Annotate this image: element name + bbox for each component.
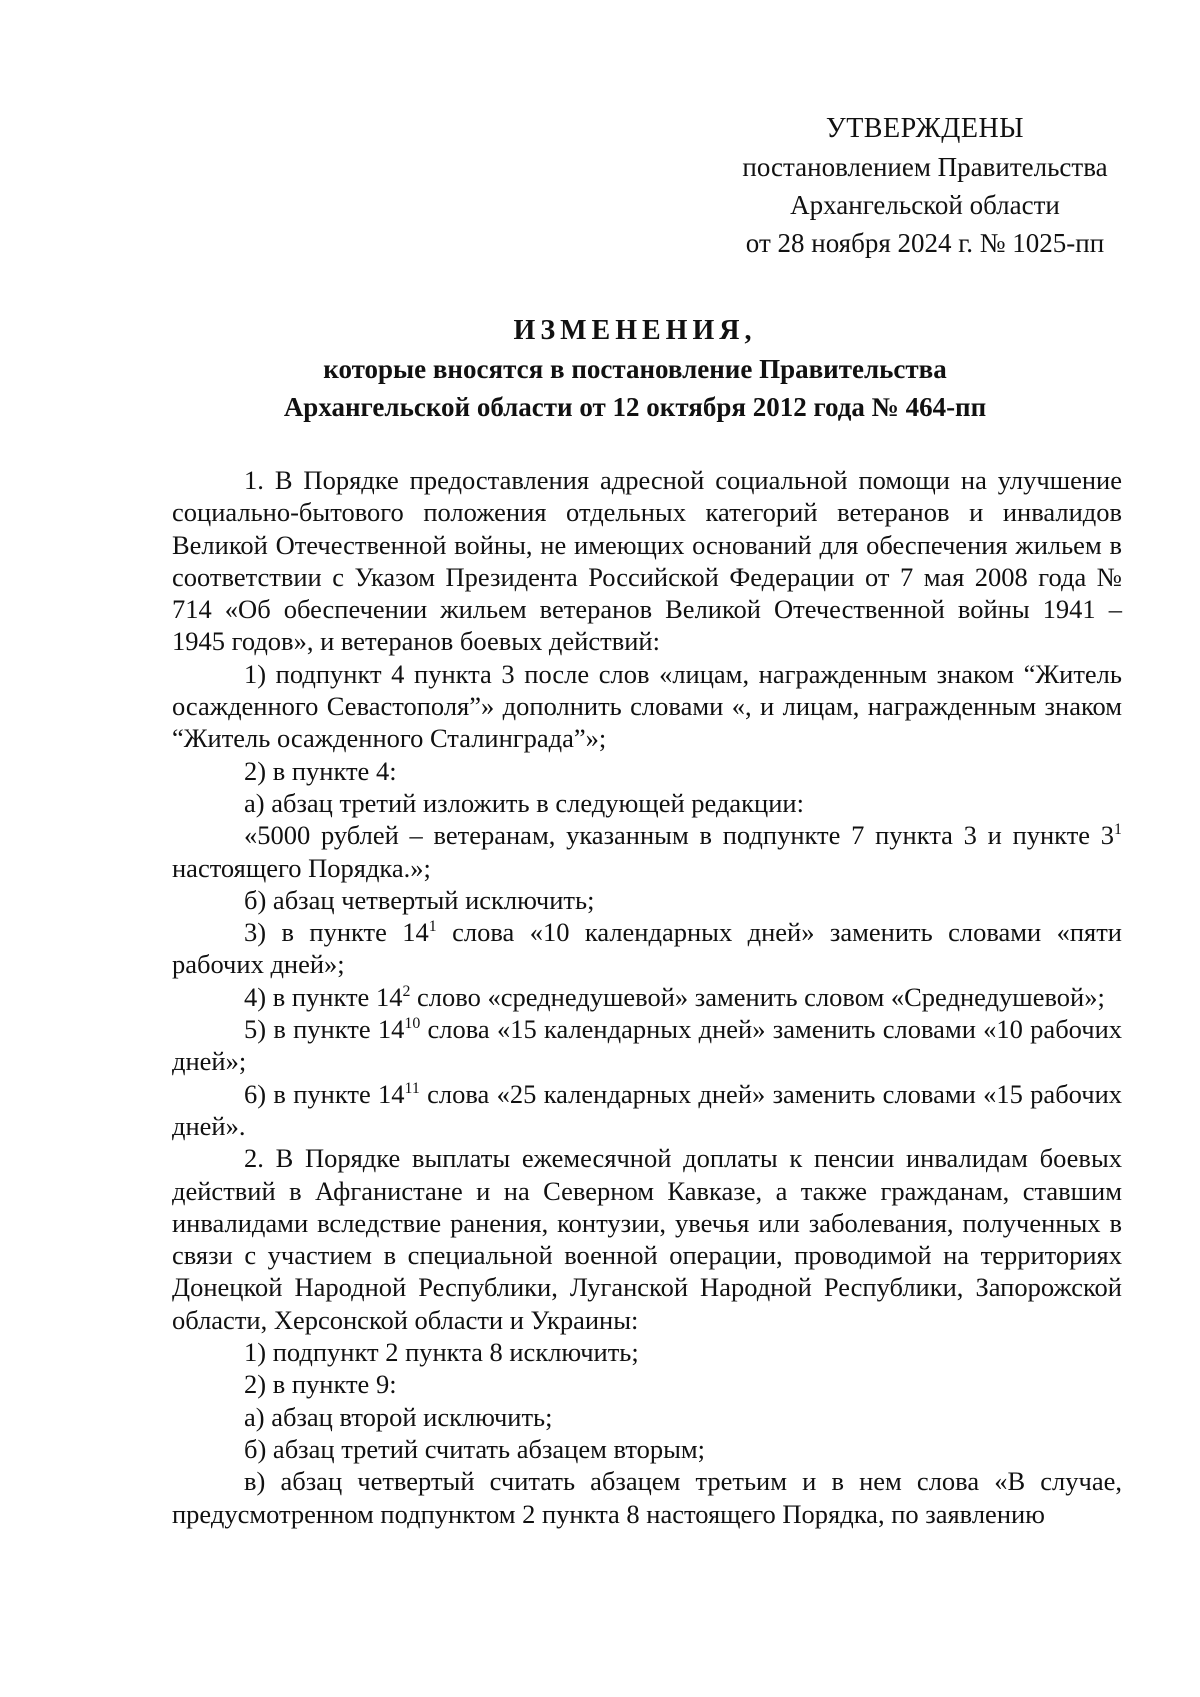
approval-line-2: Архангельской области	[790, 190, 1060, 220]
document-body	[172, 464, 1122, 1530]
paragraph-new-wording: «5000 рублей – ветеранам, указанным в подпункте 7 пункта 3 и пункте $3^1$ настоящего Порядка.»;	[172, 820, 1122, 883]
paragraph-2-2-a: а) абзац второй исключить;	[244, 1401, 553, 1432]
approval-line-3: от 28 ноября 2024 г. № 1025-пп	[745, 228, 1105, 258]
paragraph-1-3: 3) в пункте $14^1$ слова «10 календарных дней» заменить словами «пяти рабочих дней»;	[172, 917, 1122, 980]
paragraph-2-2-b: б) абзац третий считать абзацем вторым;	[244, 1433, 706, 1464]
title-heading: ИЗМЕНЕНИЯ,	[513, 315, 757, 346]
approval-heading: УТВЕРЖДЕНЫ	[825, 113, 1025, 144]
title-line-2: Архангельской области от 12 октября 2012 года № 464-пп	[283, 392, 987, 422]
title-line-1: которые вносятся в постановление Правительства	[323, 354, 947, 384]
approval-line-1: постановлением Правительства	[742, 152, 1108, 182]
paragraph-1-2: 2) в пункте 4:	[244, 755, 397, 786]
paragraph-1-2-b: б) абзац четвертый исключить;	[244, 884, 595, 915]
document-title	[170, 312, 1100, 426]
paragraph-1: 1. В Порядке предоставления адресной социальной помощи на улучшение социально-бытового положения отдельных категорий ветеранов и инвалидов Великой Отечественной войны, не имеющих оснований для обеспечения жильем в соответствии с Указом Президента Российской Федерации от 7 мая 2008 года № 714 «Об обеспечении жильем ветеранов Великой Отечественной войны 1941 – 1945 годов», и ветеранов боевых действий:	[172, 465, 1122, 657]
paragraph-2: 2. В Порядке выплаты ежемесячной доплаты к пенсии инвалидам боевых действий в Афганистане и на Северном Кавказе, а также гражданам, ставшим инвалидами вследствие ранения, контузии, увечья или заболевания, полученных в связи с участием в специальной военной операции, проводимой на территориях Донецкой Народной Республики, Луганской Народной Республики, Запорожской области, Херсонской области и Украины:	[172, 1143, 1122, 1335]
paragraph-2-1: 1) подпункт 2 пункта 8 исключить;	[244, 1337, 639, 1368]
paragraph-1-2-a: а) абзац третий изложить в следующей редакции:	[244, 787, 804, 818]
paragraph-2-2-v: в) абзац четвертый считать абзацем третьим и в нем слова «В случае, предусмотренном подпунктом 2 пункта 8 настоящего Порядка, по заявлению	[172, 1466, 1122, 1529]
paragraph-1-4: 4) в пункте $14^2$ слово «среднедушевой» заменить словом «Среднедушевой»;	[244, 981, 1105, 1012]
paragraph-2-2: 2) в пункте 9:	[244, 1369, 397, 1400]
paragraph-1-5: 5) в пункте $14^{10}$ слова «15 календарных дней» заменить словами «10 рабочих дней»;	[172, 1014, 1122, 1077]
paragraph-1-1: 1) подпункт 4 пункта 3 после слов «лицам, награжденным знаком “Житель осажденного Севастополя”» дополнить словами «, и лицам, награжденным знаком “Житель осажденного Сталинграда”»;	[172, 658, 1122, 754]
approval-stamp	[700, 110, 1150, 262]
paragraph-1-6: 6) в пункте $14^{11}$ слова «25 календарных дней» заменить словами «15 рабочих дней».	[172, 1078, 1122, 1141]
